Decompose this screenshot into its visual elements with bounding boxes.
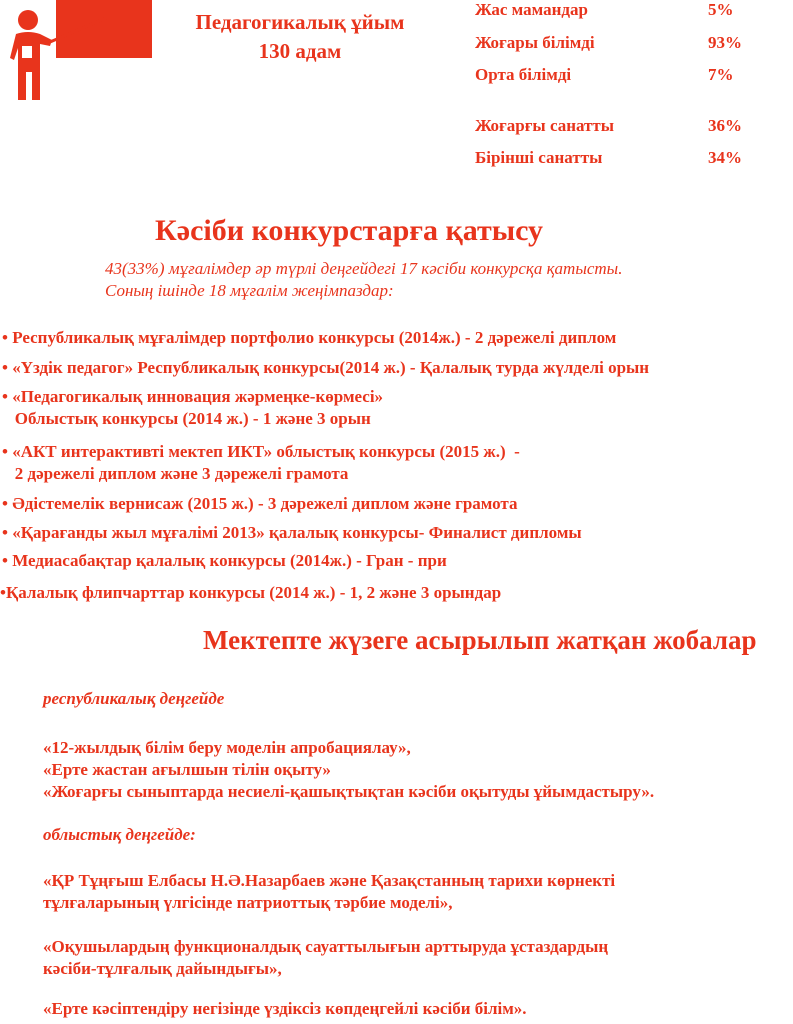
stat-value: 7% — [708, 65, 734, 84]
project-item: «Оқушылардың функционалдық сауаттылығын арттыруда ұстаздардың — [43, 937, 609, 956]
contest-item: • «Үздік педагог» Республикалық конкурсы(2014 ж.) - Қалалық турда жүлделі орын — [2, 358, 650, 377]
contests-intro-line: Соның ішінде 18 мұғалім жеңімпаздар: — [105, 281, 394, 300]
staff-title: Педагогикалық ұйым — [195, 10, 405, 34]
stat-label: Жоғарғы санатты — [475, 116, 615, 135]
project-item: «12-жылдық білім беру моделін апробациялау», — [43, 738, 411, 757]
stat-label: Жас мамандар — [475, 0, 588, 19]
contests-intro-line: 43(33%) мұғалімдер әр түрлі деңгейдегі 17 кәсіби конкурсқа қатысты. — [105, 259, 623, 278]
contest-item-continued: Облыстық конкурсы (2014 ж.) - 1 және 3 орын — [2, 409, 371, 428]
project-item-continued: тұлғаларының үлгісінде патриоттық тәрбие моделі», — [43, 893, 453, 912]
stat-label: Орта білімді — [475, 65, 572, 84]
stat-label: Бірінші санатты — [475, 148, 603, 167]
stat-label: Жоғары білімді — [475, 33, 595, 52]
stat-value: 34% — [708, 148, 742, 167]
project-item: «ҚР Тұңғыш Елбасы Н.Ә.Назарбаев және Қазақстанның тарихи көрнекті — [43, 871, 616, 890]
contest-item-continued: 2 дәрежелі диплом және 3 дәрежелі грамота — [2, 464, 349, 483]
contest-item: • «Педагогикалық инновация жәрмеңке-көрмесі» — [2, 387, 384, 406]
stat-value: 93% — [708, 33, 742, 52]
stat-value: 5% — [708, 0, 734, 19]
stat-value: 36% — [708, 116, 742, 135]
contest-item: • «Қарағанды жыл мұғалімі 2013» қалалық конкурсы- Финалист дипломы — [2, 523, 582, 542]
contests-title: Кәсіби конкурстарға қатысу — [155, 214, 544, 247]
project-item: «Жоғарғы сыныптарда несиелі-қашықтықтан кәсіби оқытуды ұйымдастыру». — [43, 782, 655, 801]
contest-item: • Медиасабақтар қалалық конкурсы (2014ж.) - Гран - при — [2, 551, 447, 570]
contest-item: • Әдістемелік вернисаж (2015 ж.) - 3 дәрежелі диплом және грамота — [2, 494, 518, 513]
project-item: «Ерте кәсіптендіру негізінде үздіксіз көпдеңгейлі кәсіби білім». — [43, 999, 527, 1018]
projects-title: Мектепте жүзеге асырылып жатқан жобалар — [203, 625, 757, 655]
contest-item: •Қалалық флипчарттар конкурсы (2014 ж.) - 1, 2 және 3 орындар — [0, 583, 502, 602]
republic-heading: республикалық деңгейде — [43, 689, 225, 708]
contest-item: • Республикалық мұғалімдер портфолио конкурсы (2014ж.) - 2 дәрежелі диплом — [2, 328, 617, 347]
staff-block — [160, 8, 440, 66]
regional-heading: облыстық деңгейде: — [43, 825, 196, 844]
staff-count: 130 адам — [258, 39, 342, 63]
teacher-at-board-icon — [10, 0, 152, 104]
project-item: «Ерте жастан ағылшын тілін оқыту» — [43, 760, 331, 779]
contest-item: • «АКТ интерактивті мектеп ИКТ» облыстық конкурсы (2015 ж.) - — [2, 442, 520, 461]
project-item-continued: кәсіби-тұлғалық дайындығы», — [43, 959, 282, 978]
